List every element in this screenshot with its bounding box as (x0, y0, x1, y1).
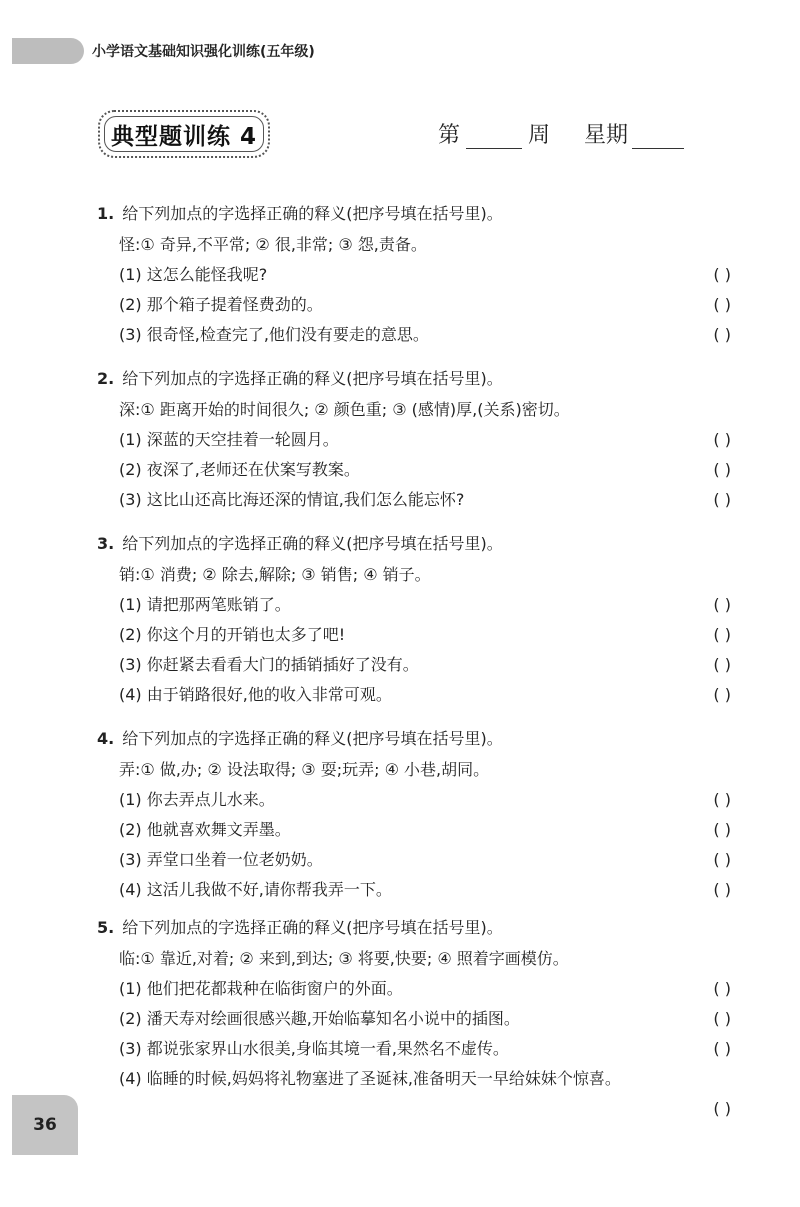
question-title: 1. 给下列加点的字选择正确的释义(把序号填在括号里)。 (97, 204, 503, 223)
answer-parentheses[interactable]: ( ) (713, 460, 731, 479)
question-1 (97, 198, 737, 350)
question-item: (2) 他就喜欢舞文弄墨。 ( ) (97, 815, 737, 845)
answer-parentheses[interactable]: ( ) (713, 625, 731, 644)
definitions: 销:① 消费; ② 除去,解除; ③ 销售; ④ 销子。 (119, 565, 431, 584)
question-item: (3) 都说张家界山水很美,身临其境一看,果然名不虚传。 ( ) (97, 1034, 737, 1064)
answer-parentheses[interactable]: ( ) (713, 850, 731, 869)
question-item: (2) 你这个月的开销也太多了吧! ( ) (97, 620, 737, 650)
answer-parentheses[interactable]: ( ) (713, 685, 731, 704)
answer-parentheses[interactable]: ( ) (713, 265, 731, 284)
answer-parentheses[interactable]: ( ) (713, 979, 731, 998)
header-tab-decoration (12, 38, 84, 64)
answer-parentheses[interactable]: ( ) (713, 295, 731, 314)
answer-parentheses[interactable]: ( ) (713, 595, 731, 614)
answer-parentheses[interactable]: ( ) (713, 1099, 731, 1118)
question-item: (4) 临睡的时候,妈妈将礼物塞进了圣诞袜,准备明天一早给妹妹个惊喜。 (119, 1069, 621, 1088)
question-title: 2. 给下列加点的字选择正确的释义(把序号填在括号里)。 (97, 369, 503, 388)
page-number-tab (12, 1095, 78, 1155)
week-prefix: 第 (438, 123, 461, 148)
question-item: (2) 夜深了,老师还在伏案写教案。 ( ) (97, 455, 737, 485)
weekday-blank[interactable] (632, 122, 684, 149)
question-title: 3. 给下列加点的字选择正确的释义(把序号填在括号里)。 (97, 534, 503, 553)
question-item: (3) 这比山还高比海还深的情谊,我们怎么能忘怀? ( ) (97, 485, 737, 515)
question-item: (1) 你去弄点儿水来。 ( ) (97, 785, 737, 815)
question-item: (1) 请把那两笔账销了。 ( ) (97, 590, 737, 620)
definitions: 怪:① 奇异,不平常; ② 很,非常; ③ 怨,责备。 (119, 235, 427, 254)
answer-parentheses[interactable]: ( ) (713, 490, 731, 509)
question-title: 5. 给下列加点的字选择正确的释义(把序号填在括号里)。 (97, 918, 503, 937)
definitions: 弄:① 做,办; ② 设法取得; ③ 耍;玩弄; ④ 小巷,胡同。 (119, 760, 490, 779)
question-2 (97, 363, 737, 515)
definitions: 深:① 距离开始的时间很久; ② 颜色重; ③ (感情)厚,(关系)密切。 (119, 400, 570, 419)
question-5 (97, 912, 737, 1124)
question-item: (2) 潘天寿对绘画很感兴趣,开始临摹知名小说中的插图。 ( ) (97, 1004, 737, 1034)
book-title: 小学语文基础知识强化训练(五年级) (92, 44, 315, 60)
question-item: (4) 由于销路很好,他的收入非常可观。 ( ) (97, 680, 737, 710)
answer-parentheses[interactable]: ( ) (713, 430, 731, 449)
definitions: 临:① 靠近,对着; ② 来到,到达; ③ 将要,快要; ④ 照着字画模仿。 (119, 949, 569, 968)
weekday-label: 星期 (584, 123, 629, 148)
answer-parentheses[interactable]: ( ) (713, 880, 731, 899)
answer-parentheses[interactable]: ( ) (713, 1009, 731, 1028)
question-item: (3) 弄堂口坐着一位老奶奶。 ( ) (97, 845, 737, 875)
answer-parentheses[interactable]: ( ) (713, 820, 731, 839)
answer-parentheses[interactable]: ( ) (713, 1039, 731, 1058)
question-3 (97, 528, 737, 710)
exercise-title: 典型题训练 4 (110, 123, 257, 150)
page-number: 36 (33, 1115, 57, 1135)
answer-parentheses[interactable]: ( ) (713, 325, 731, 344)
question-item: (2) 那个箱子提着怪费劲的。 ( ) (97, 290, 737, 320)
question-item: (1) 深蓝的天空挂着一轮圆月。 ( ) (97, 425, 737, 455)
question-item: (1) 他们把花都栽种在临街窗户的外面。 ( ) (97, 974, 737, 1004)
week-label: 周 (528, 123, 551, 148)
week-number-blank[interactable] (466, 122, 522, 149)
question-title: 4. 给下列加点的字选择正确的释义(把序号填在括号里)。 (97, 729, 503, 748)
question-item: (3) 你赶紧去看看大门的插销插好了没有。 ( ) (97, 650, 737, 680)
answer-parentheses[interactable]: ( ) (713, 790, 731, 809)
question-item: (4) 这活儿我做不好,请你帮我弄一下。 ( ) (97, 875, 737, 905)
week-date-line (438, 118, 684, 149)
answer-parentheses[interactable]: ( ) (713, 655, 731, 674)
exercise-badge (98, 110, 270, 158)
question-item: (3) 很奇怪,检查完了,他们没有要走的意思。 ( ) (97, 320, 737, 350)
question-4 (97, 723, 737, 905)
question-item: (1) 这怎么能怪我呢? ( ) (97, 260, 737, 290)
